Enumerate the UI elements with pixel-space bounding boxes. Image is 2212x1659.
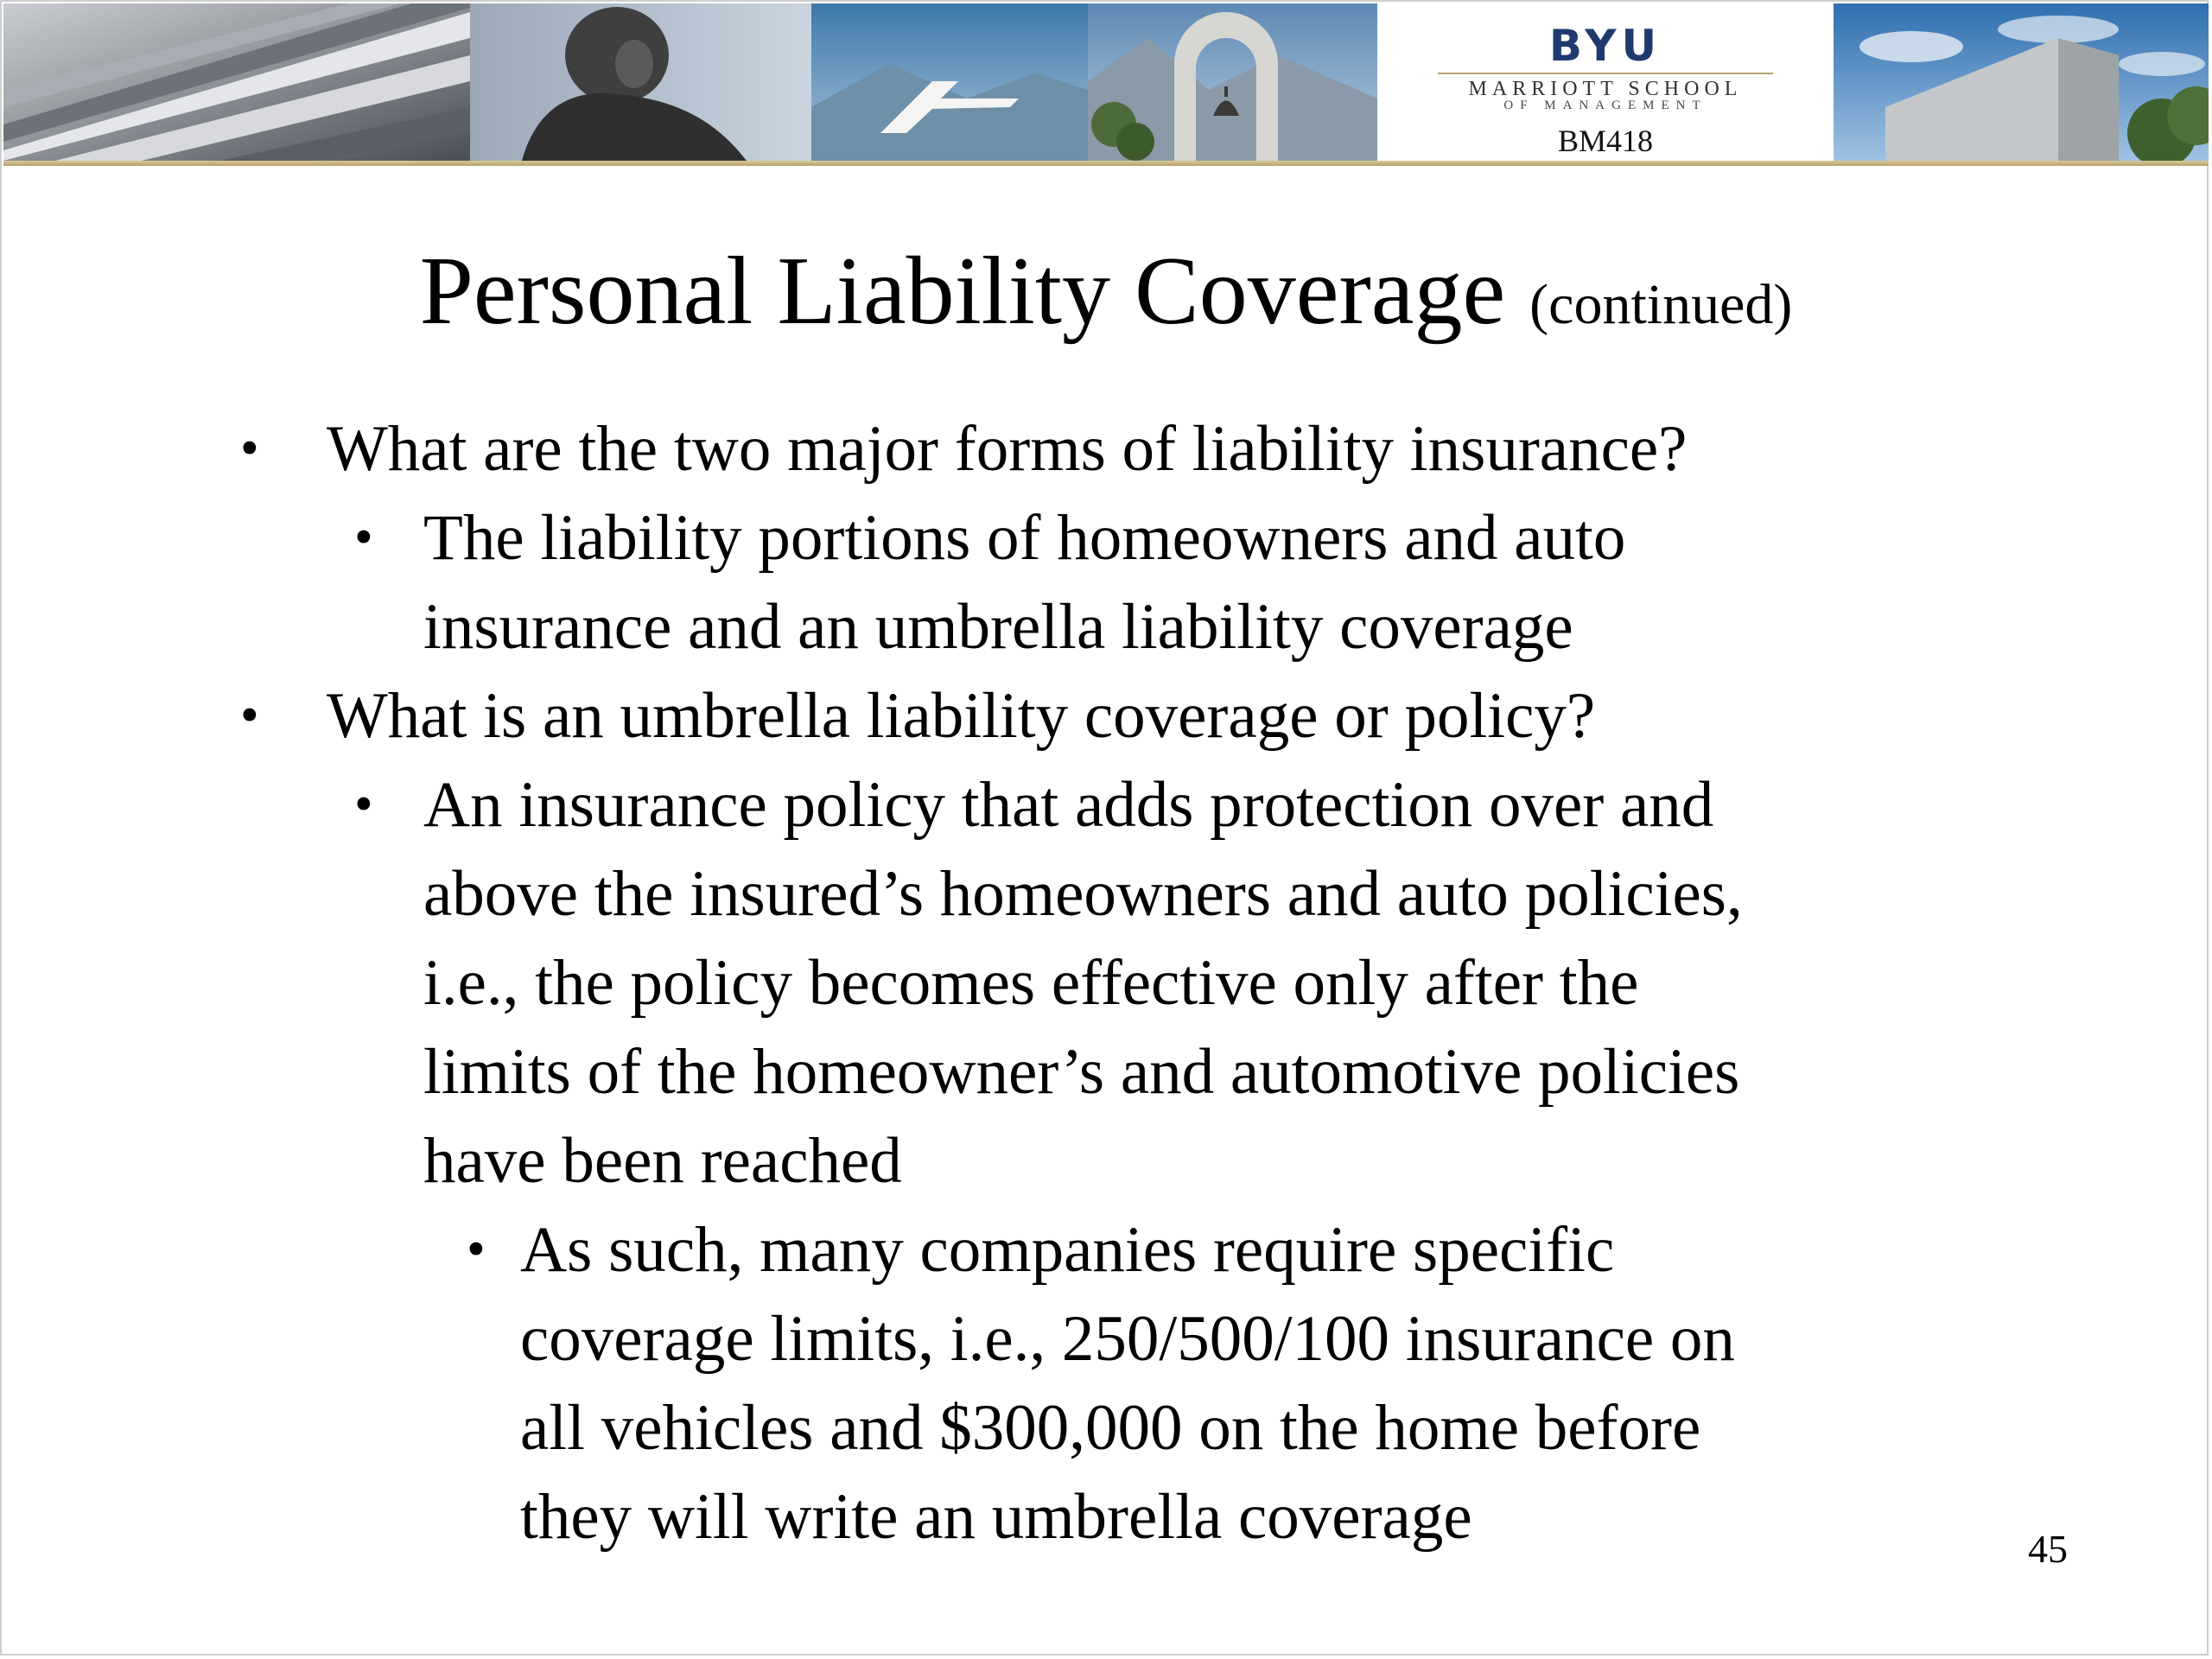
bullet-icon: • <box>354 775 373 834</box>
y-mountain-photo <box>811 3 1088 161</box>
bullet-item <box>0 404 2212 493</box>
bullet-text: What are the two major forms of liability insurance? <box>327 413 1688 485</box>
bullet-text: The liability portions of homeowners and auto <box>423 502 1626 574</box>
bullet-text: have been reached <box>423 1125 902 1197</box>
bullet-item <box>0 493 2212 671</box>
bullet-text: all vehicles and $300,000 on the home before <box>520 1392 1701 1464</box>
bullet-text: insurance and an umbrella liability coverage <box>423 591 1573 663</box>
bullet-text: coverage limits, i.e., 250/500/100 insurance on <box>520 1303 1735 1375</box>
course-code: BM418 <box>1557 124 1654 158</box>
bullet-icon: • <box>240 419 259 478</box>
bullet-item <box>0 1205 2212 1561</box>
bullet-item <box>0 671 2212 760</box>
bullet-text: As such, many companies require specific <box>520 1214 1615 1286</box>
bullet-text: they will write an umbrella coverage <box>520 1481 1472 1553</box>
bullet-icon: • <box>354 508 373 567</box>
statue-photo <box>470 3 811 161</box>
slide-title-main: Personal Liability Coverage <box>419 238 1506 345</box>
slide-title-suffix: (continued) <box>1529 273 1793 336</box>
bullet-icon: • <box>240 686 259 745</box>
bell-arch-photo <box>1088 3 1377 161</box>
logo-school: MARRIOTT SCHOOL <box>1468 78 1743 100</box>
logo-brand: BYU <box>1548 21 1662 71</box>
page-number: 45 <box>2028 1527 2068 1571</box>
banner-divider <box>3 161 2209 166</box>
bullet-text: i.e., the policy becomes effective only after the <box>423 947 1639 1019</box>
bullet-text: What is an umbrella liability coverage or policy? <box>327 680 1596 752</box>
logo-division: OF MANAGEMENT <box>1503 99 1707 112</box>
bullet-list <box>0 404 2212 1561</box>
bullet-text: An insurance policy that adds protection over and <box>423 769 1714 841</box>
campus-building-photo <box>1834 3 2209 161</box>
logo-divider <box>1438 73 1773 74</box>
bullet-text: above the insured’s homeowners and auto policies, <box>423 858 1743 930</box>
bullet-text: limits of the homeowner’s and automotive policies <box>423 1036 1740 1108</box>
building-facade-photo <box>3 3 470 161</box>
header-banner <box>3 3 2209 161</box>
slide-title <box>0 235 2212 361</box>
bullet-icon: • <box>467 1220 486 1279</box>
bullet-item <box>0 760 2212 1205</box>
byu-marriott-logo <box>1377 3 1834 161</box>
